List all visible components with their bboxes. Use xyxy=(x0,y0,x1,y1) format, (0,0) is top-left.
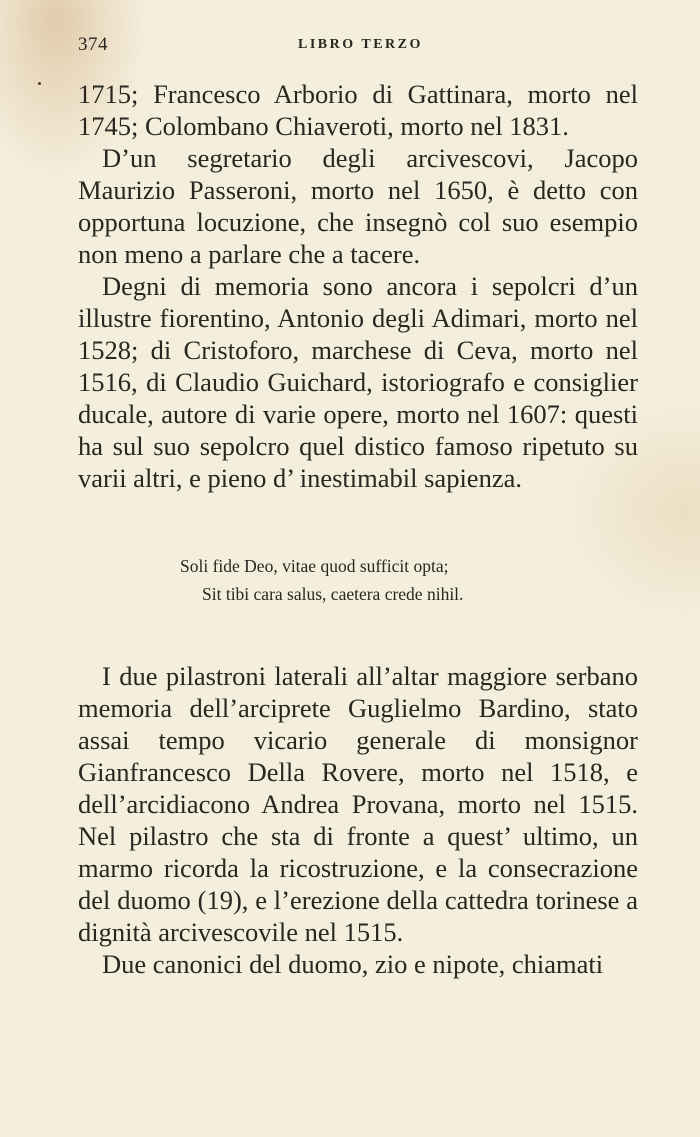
verse-line-1: Soli fide Deo, vitae quod sufficit opta; xyxy=(180,556,449,576)
paragraph-pilastroni: I due pilastroni laterali all’altar maggiore serbano memoria dell’arciprete Guglielmo Bardino, stato assai tempo vicario generale di monsignor Gianfrancesco Della Rovere, morto nel 1518, e dell’arcidiacono Andrea Provana, morto nel 1515. Nel pilastro che sta di fronte a quest’ ultimo, un marmo ricorda la ricostruzione, e la consecrazione del duomo (19), e l’erezione della cattedra torinese a dignità arcivescovile nel 1515. xyxy=(78,661,638,947)
text-block-top xyxy=(78,78,638,494)
paragraph-canonici: Due canonici del duomo, zio e nipote, chiamati xyxy=(102,949,604,979)
paragraph-passeroni: D’un segretario degli arcivescovi, Jacopo Maurizio Passeroni, morto nel 1650, è detto con opportuna locuzione, che insegnò col suo esempio non meno a parlare che a tacere. xyxy=(78,143,638,269)
paragraph-sepolcri: Degni di memoria sono ancora i sepolcri d’un illustre fiorentino, Antonio degli Adimari, morto nel 1528; di Cristoforo, marchese di Ceva, morto nel 1516, di Claudio Guichard, istoriografo e consiglier ducale, autore di varie opere, morto nel 1607: questi ha sul suo sepolcro quel distico famoso ripetuto su varii altri, e pieno d’ inestimabil sapienza. xyxy=(78,271,638,493)
ink-speck xyxy=(38,82,41,85)
paragraph-continuation: 1715; Francesco Arborio di Gattinara, morto nel 1745; Colombano Chiaveroti, morto nel 1831. xyxy=(78,79,638,141)
text-block-bottom xyxy=(78,660,638,980)
running-head: LIBRO TERZO xyxy=(298,37,423,52)
page-header xyxy=(78,34,638,58)
page-number: 374 xyxy=(78,34,108,55)
verse-line-2: Sit tibi cara salus, caetera crede nihil. xyxy=(202,584,464,604)
